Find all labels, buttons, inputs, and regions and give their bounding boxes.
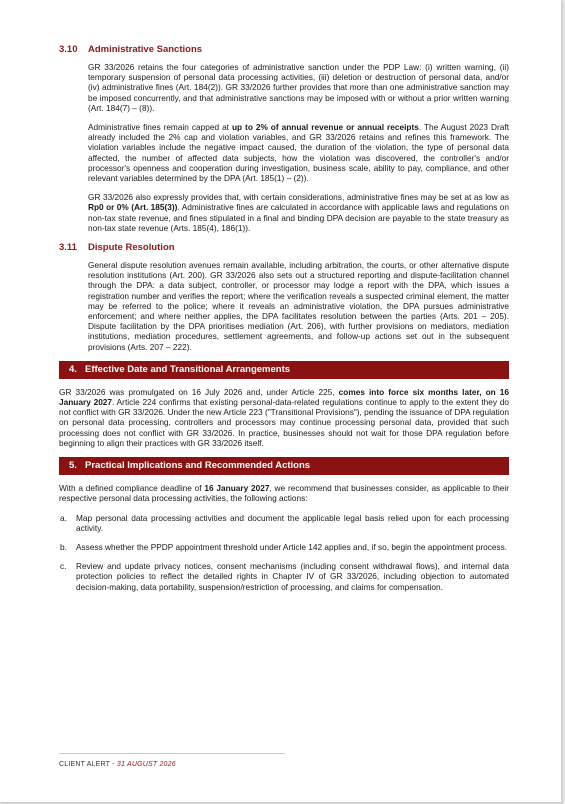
text-run: Administrative fines remain capped at xyxy=(88,122,232,133)
section-3-11-body xyxy=(59,260,509,352)
footer-separator: - xyxy=(110,761,117,768)
bold-text-run: 16 January 2027 xyxy=(204,483,270,494)
section-title: Practical Implications and Recommended Actions xyxy=(85,460,311,472)
section-3-10-body xyxy=(59,62,509,233)
paragraph xyxy=(88,192,509,233)
section-number: 4. xyxy=(69,363,77,375)
text-run: GR 33/2026 was promulgated on 16 July 2026 and, under Article 225, xyxy=(59,386,339,397)
list-item xyxy=(59,542,509,552)
bold-text-run: up to 2% of annual revenue or annual receipts xyxy=(231,122,419,133)
section-number: 3.11 xyxy=(59,242,77,254)
text-run: , we recommend that businesses consider, as applicable to their respective personal data processing activities, the following actions: xyxy=(59,483,509,504)
text-run: . Article 224 confirms that existing personal-data-related regulations continue to apply to the extent they do not conflict with GR 33/2026. Under the new Article 223 ("Transitional Provisions"), pending the issuance of DPA regulation on personal data processing, controllers and processors may continue processing personal data, provided that such processing does not conflict with GR 33/2026. In practice, businesses should not wait for those DPA regulation before beginning to align their practices with GR 33/2026 itself. xyxy=(59,397,509,448)
section-number: 5. xyxy=(69,460,77,472)
section-4-heading-bar xyxy=(59,361,509,379)
list-item-text: Review and update privacy notices, consent mechanisms (including consent withdrawal flows), and internal data protection policies to reflect the detailed rights in Chapter IV of GR 33/2026, including objection to automated decision-making, data portability, suspension/restriction of processing, and claims for compensation. xyxy=(76,561,509,592)
paragraph xyxy=(59,483,509,503)
paragraph: General dispute resolution avenues remain available, including arbitration, the courts, or other alternative dispute resolution institutions (Art. 200). GR 33/2026 also sets out a structured reporting and dispute-facilitation channel through the DPA: a data subject, controller, or processor may lodge a report with the DPA, which issues a registration number and verifies the report; where the verification reveals a suspected criminal element, the matter may be referred to the police; where it reveals an administrative violation, the DPA pursues administrative enforcement; and where neither applies, the DPA facilitates resolution between the parties (Arts. 201 – 205). Dispute facilitation by the DPA prioritises mediation (Art. 206), with further provisions on mediators, mediation institutions, mediation procedures, settlement agreements, and follow-up actions set out in the subsequent provisions (Arts. 207 – 222). xyxy=(88,260,509,352)
paragraph xyxy=(59,387,509,448)
footer-date: 31 AUGUST 2026 xyxy=(116,761,176,768)
text-run: GR 33/2026 also expressly provides that, with certain considerations, administrative fines may be set at as low as xyxy=(88,192,509,203)
list-item-text: Assess whether the PPDP appointment threshold under Article 142 applies and, if so, begin the appointment process. xyxy=(76,541,508,552)
recommended-actions-list xyxy=(59,513,509,592)
list-item-text: Map personal data processing activities and document the applicable legal basis relied upon for each processing activity. xyxy=(76,512,509,533)
section-title: Effective Date and Transitional Arrangements xyxy=(85,363,291,375)
list-item xyxy=(59,513,509,533)
section-title: Administrative Sanctions xyxy=(88,44,203,55)
footer-divider xyxy=(59,753,285,754)
section-5-heading-bar xyxy=(59,457,509,475)
text-run: With a defined compliance deadline of xyxy=(59,483,205,494)
list-marker: c. xyxy=(60,561,67,572)
paragraph xyxy=(88,122,509,183)
section-title: Dispute Resolution xyxy=(88,242,175,254)
footer-label: CLIENT ALERT xyxy=(59,761,111,768)
page-footer xyxy=(59,761,176,768)
bold-text-run: comes into force six months later, on 16 January 2027 xyxy=(59,386,509,408)
list-marker: b. xyxy=(60,541,67,552)
section-number: 3.10 xyxy=(59,44,78,55)
text-run: . The August 2023 Draft already included the 2% cap and violation variables, and GR 33/2026 retains and refines this framework. The violation variables include the negative impact caused, the duration of the violation, the type of personal data affected, the number of affected data subjects, how the violation was discovered, the controller's and/or processor's openness and cooperation during investigation, business scale, ability to pay, compliance, and other relevant variables determined by the DPA (Art. 185(1) – (2)). xyxy=(88,122,509,184)
paragraph: GR 33/2026 retains the four categories of administrative sanction under the PDP Law: (i) written warning, (ii) temporary suspension of personal data processing activities, (iii) deletion or destruction of personal data, and/or (iv) administrative fines (Art. 184(2)). GR 33/2026 further provides that more than one administrative sanction may be imposed concurrently, and that administrative sanctions may be imposed with or without a prior written warning (Art. 184(7) – (8)). xyxy=(88,62,509,113)
list-item xyxy=(59,561,509,592)
page-content xyxy=(59,44,509,601)
bold-text-run: Rp0 or 0% (Art. 185(3)) xyxy=(88,202,178,213)
section-3-10-heading xyxy=(59,44,509,55)
list-marker: a. xyxy=(60,512,67,523)
text-run: . Administrative fines are calculated in accordance with applicable laws and regulations on non-tax state revenue, and fines stipulated in a final and binding DPA decision are payable to the state treasury as non-tax state revenue (Arts. 185(4), 186(1)). xyxy=(88,202,510,233)
section-3-11-heading xyxy=(59,242,509,253)
